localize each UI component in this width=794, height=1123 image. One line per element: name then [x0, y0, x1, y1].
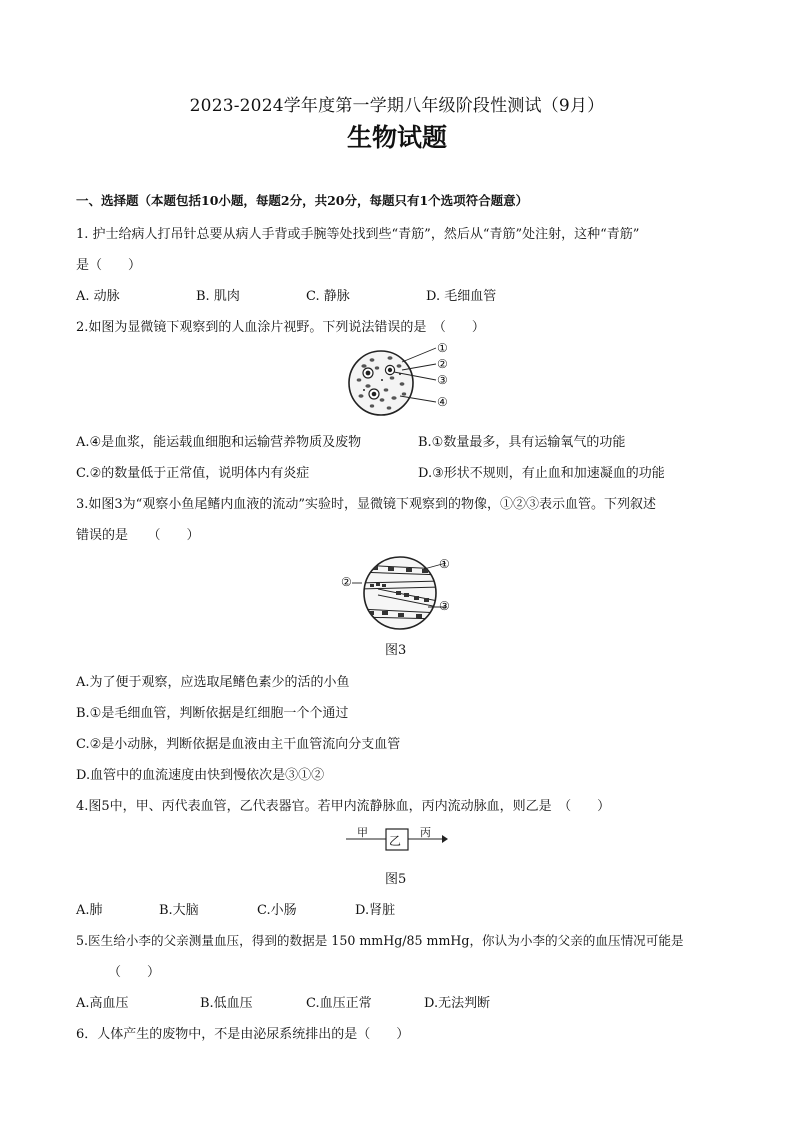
section-heading: 一、选择题（本题包括10小题，每题2分，共20分，每题只有1个选项符合题意）: [76, 193, 529, 208]
q4-stem: 4.图5中，甲、丙代表血管，乙代表器官。若甲内流静脉血，丙内流动脉血，则乙是 （ ）: [76, 799, 611, 814]
q3-option-a: A.为了便于观察，应选取尾鳍色素少的活的小鱼: [76, 675, 350, 690]
exam-title: 2023-2024学年度第一学期八年级阶段性测试（9月）: [189, 96, 605, 116]
q3-label-1: ①: [439, 557, 450, 571]
q3-stem-line1: 3.如图3为“观察小鱼尾鳍内血液的流动”实验时，显微镜下观察到的物像，①②③表示血管。下列叙述: [76, 497, 656, 512]
q3-stem-line2: 错误的是 （ ）: [76, 528, 200, 543]
q5-option-d: D.无法判断: [424, 996, 491, 1011]
q4-option-a: A.肺: [76, 903, 103, 918]
q2-label-1: ①: [437, 341, 448, 355]
q3-label-3: ③: [439, 599, 450, 613]
q1-option-d: D. 毛细血管: [426, 289, 497, 304]
subject-title: 生物试题: [346, 123, 447, 152]
q2-label-4: ④: [437, 395, 448, 409]
q5-option-b: B.低血压: [200, 996, 253, 1011]
q2-label-3: ③: [437, 373, 448, 387]
q5-option-c: C.血压正常: [306, 996, 372, 1011]
q2-stem: 2.如图为显微镜下观察到的人血涂片视野。下列说法错误的是 （ ）: [76, 320, 485, 335]
q3-label-2: ②: [341, 575, 352, 589]
q5-option-a: A.高血压: [76, 996, 129, 1011]
q6-stem: 6．人体产生的废物中，不是由泌尿系统排出的是（ ）: [76, 1027, 410, 1042]
q1-option-c: C. 静脉: [306, 289, 350, 304]
q2-label-2: ②: [437, 357, 448, 371]
q4-option-c: C.小肠: [257, 903, 297, 918]
q1-option-b: B. 肌肉: [196, 289, 240, 304]
q2-option-c: C.②的数量低于正常值，说明体内有炎症: [76, 466, 310, 481]
q4-label-jia: 甲: [357, 826, 368, 839]
q2-option-a: A.④是血浆，能运载血细胞和运输营养物质及废物: [76, 435, 362, 450]
q3-option-d: D.血管中的血流速度由快到慢依次是③①②: [76, 768, 325, 783]
q2-option-d: D.③形状不规则，有止血和加速凝血的功能: [418, 466, 665, 481]
figure-3-caption: 图3: [385, 643, 407, 658]
q3-option-b: B.①是毛细血管，判断依据是红细胞一个个通过: [76, 706, 349, 721]
q4-label-yi: 乙: [389, 834, 402, 848]
q4-label-bing: 丙: [420, 826, 431, 839]
q1-stem-line1: 1. 护士给病人打吊针总要从病人手背或手腕等处找到些“青筋”，然后从“青筋”处注射，这种“青筋”: [76, 227, 640, 242]
q1-stem-line2: 是（ ）: [76, 258, 142, 273]
q5-stem-line1: 5.医生给小李的父亲测量血压，得到的数据是 150 mmHg/85 mmHg，你认为小李的父亲的血压情况可能是: [76, 933, 684, 948]
q3-option-c: C.②是小动脉，判断依据是血液由主干血管流向分支血管: [76, 737, 401, 752]
figure-5-caption: 图5: [385, 872, 407, 887]
q5-stem-line2: （ ）: [108, 965, 161, 980]
q4-option-d: D.肾脏: [355, 903, 396, 918]
q2-option-b: B.①数量最多，具有运输氧气的功能: [418, 435, 626, 450]
q4-option-b: B.大脑: [159, 903, 199, 918]
q1-option-a: A. 动脉: [76, 289, 120, 304]
